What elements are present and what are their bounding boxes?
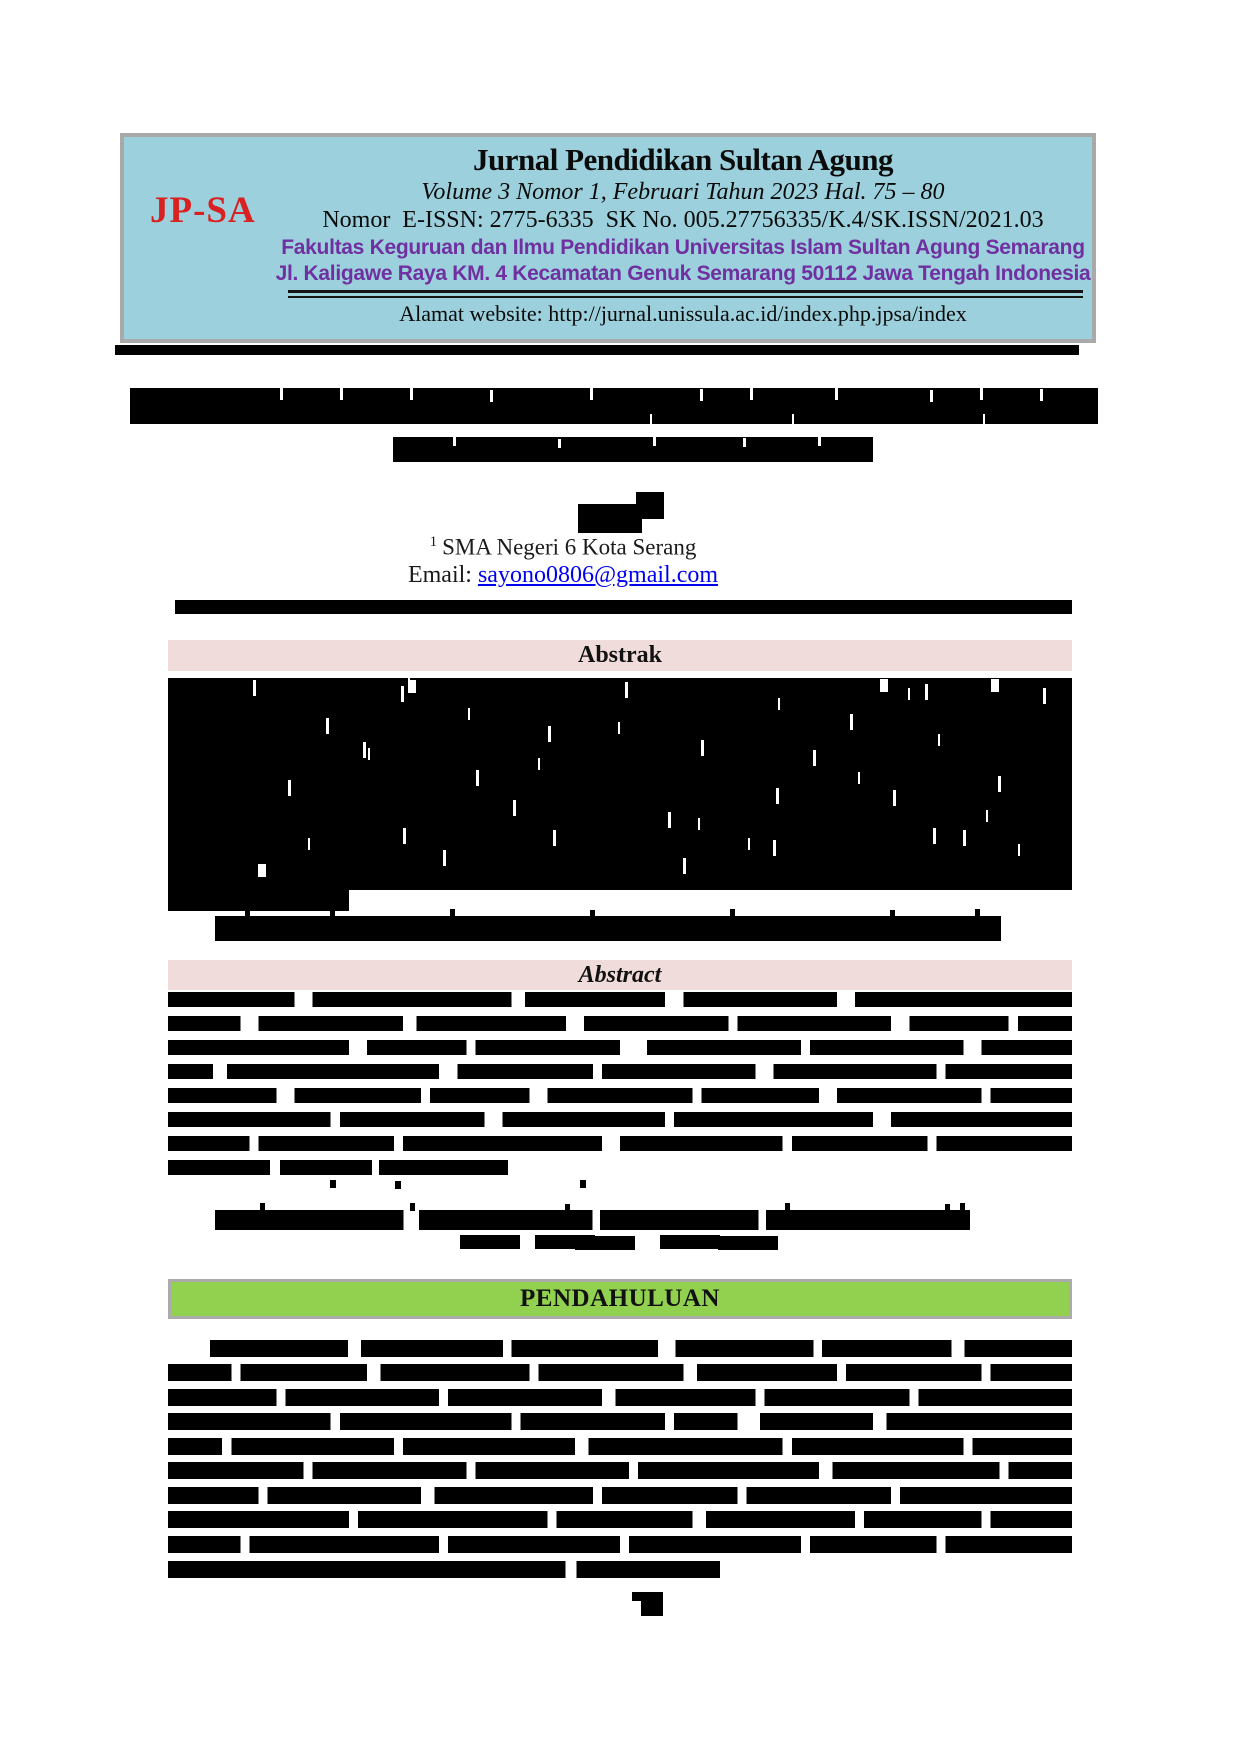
email-label: Email: <box>407 562 478 588</box>
redacted-page-number <box>641 1600 663 1616</box>
redacted-author-superscript <box>636 492 664 519</box>
redacted-keywords-en-line-2 <box>460 1235 520 1249</box>
volume-line: Volume 3 Nomor 1, Februari Tahun 2023 Hal. 75 – 80 <box>421 179 945 205</box>
header-text-column <box>274 141 1092 327</box>
redacted-body-line <box>168 1536 1072 1553</box>
redacted-body-line <box>168 1413 1072 1430</box>
redacted-body-line <box>168 1438 1072 1455</box>
redacted-abstract-en-line <box>168 1136 1072 1151</box>
affiliation-line <box>430 534 697 561</box>
redacted-body-line <box>210 1340 1072 1357</box>
abstract-heading-bar: Abstract <box>168 960 1072 990</box>
redaction-texture <box>260 1203 265 1211</box>
redacted-title-line-1 <box>130 388 1098 424</box>
website-line: Alamat website: http://jurnal.unissula.ac.id/index.php.jpsa/index <box>399 301 967 326</box>
redacted-abstract-en-line <box>168 1112 1072 1127</box>
redacted-abstract-en-lastline <box>168 1160 508 1175</box>
redacted-abstract-en-line <box>168 992 1072 1007</box>
redacted-body-line <box>168 1364 1072 1381</box>
redacted-body-line <box>168 1462 1072 1479</box>
redaction-texture <box>253 680 256 696</box>
double-rule <box>288 290 1083 298</box>
journal-logo: JP-SA <box>150 190 256 231</box>
redaction-texture <box>245 909 250 917</box>
redaction-texture <box>880 679 888 692</box>
pendahuluan-heading-bar: PENDAHULUAN <box>168 1279 1072 1319</box>
redacted-author-name <box>578 504 642 533</box>
redacted-keywords-en-line-1 <box>215 1210 970 1230</box>
redacted-keywords-id <box>215 916 1001 941</box>
redacted-abstract-id-lastline <box>168 890 349 911</box>
redacted-abstract-en-line <box>168 1040 1072 1055</box>
journal-title: Jurnal Pendidikan Sultan Agung <box>472 142 894 177</box>
redacted-title-line-2 <box>393 437 873 462</box>
redacted-abstract-id-block <box>168 678 1072 890</box>
journal-header <box>120 133 1096 343</box>
address-line: Jl. Kaligawe Raya KM. 4 Kecamatan Genuk Semarang 50112 Jawa Tengah Indonesia <box>275 262 1091 285</box>
email-line <box>408 562 718 589</box>
redacted-body-line <box>168 1511 1072 1528</box>
redacted-abstract-en-line <box>168 1016 1072 1031</box>
abstrak-heading-bar: Abstrak <box>168 640 1072 671</box>
redacted-body-lastline <box>168 1561 720 1578</box>
redacted-abstract-en-line <box>168 1088 1072 1103</box>
redacted-body-line <box>168 1389 1072 1406</box>
redacted-body-line <box>168 1487 1072 1504</box>
redaction-texture <box>650 414 652 424</box>
affiliation-text: SMA Negeri 6 Kota Serang <box>442 534 697 560</box>
redaction-texture <box>280 388 283 400</box>
redaction-texture <box>330 1180 336 1188</box>
redacted-abstract-en-line <box>168 1064 1072 1079</box>
faculty-line: Fakultas Keguruan dan Ilmu Pendidikan Universitas Islam Sultan Agung Semarang <box>281 236 1085 259</box>
abstract-separator-bar <box>175 600 1072 614</box>
issn-line: Nomor E-ISSN: 2775-6335 SK No. 005.27756335/K.4/SK.ISSN/2021.03 <box>322 207 1044 233</box>
redaction-texture <box>408 678 410 690</box>
email-link[interactable]: sayono0806@gmail.com <box>477 562 719 588</box>
redaction-texture <box>453 437 456 446</box>
header-separator-bar <box>115 345 1079 355</box>
affiliation-marker: 1 <box>429 534 438 550</box>
